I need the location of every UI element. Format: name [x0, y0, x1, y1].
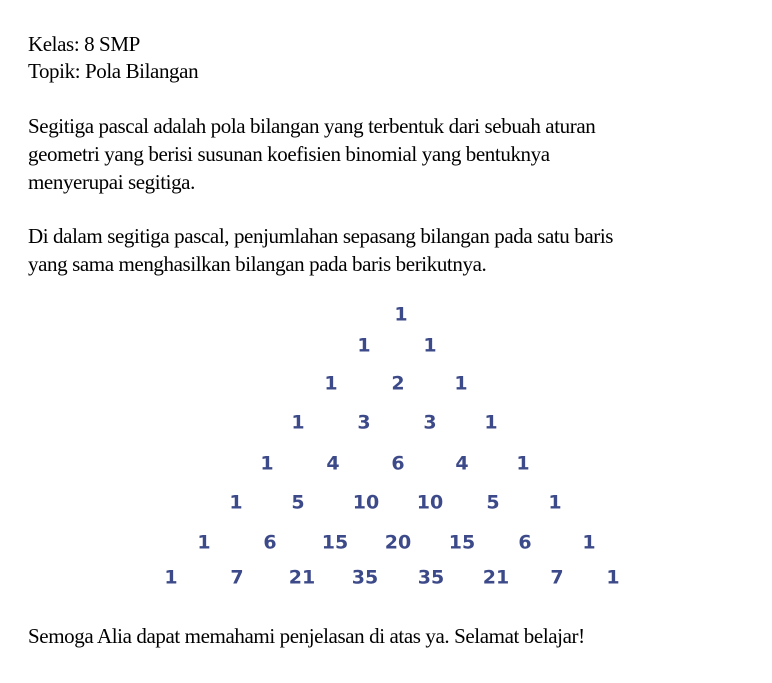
topic-label: Topik: Pola Bilangan — [28, 59, 199, 83]
pascal-cell: 7 — [550, 566, 564, 589]
pascal-cell: 7 — [230, 566, 244, 589]
pascal-cell: 10 — [416, 491, 444, 514]
closing-text: Semoga Alia dapat memahami penjelasan di atas ya. Selamat belajar! — [28, 624, 585, 648]
pascal-cell: 1 — [454, 372, 468, 395]
paragraph-2-line-2: yang sama menghasilkan bilangan pada baris berikutnya. — [28, 252, 487, 276]
pascal-cell: 10 — [352, 491, 380, 514]
pascal-cell: 1 — [260, 452, 274, 475]
pascal-cell: 1 — [582, 531, 596, 554]
pascal-cell: 6 — [518, 531, 532, 554]
paragraph-1-line-2: geometri yang berisi susunan koefisien binomial yang bentuknya — [28, 142, 550, 166]
pascal-cell: 1 — [516, 452, 530, 475]
class-label: Kelas: 8 SMP — [28, 32, 140, 56]
pascal-cell: 6 — [263, 531, 277, 554]
pascal-cell: 21 — [482, 566, 510, 589]
pascal-cell: 15 — [448, 531, 476, 554]
pascal-cell: 2 — [391, 372, 405, 395]
pascal-cell: 3 — [357, 411, 371, 434]
pascal-cell: 20 — [384, 531, 412, 554]
pascal-cell: 1 — [164, 566, 178, 589]
pascal-cell: 1 — [484, 411, 498, 434]
pascal-cell: 1 — [291, 411, 305, 434]
pascal-cell: 4 — [326, 452, 340, 475]
pascal-cell: 15 — [321, 531, 349, 554]
pascal-cell: 1 — [394, 303, 408, 326]
pascal-cell: 5 — [486, 491, 500, 514]
paragraph-1-line-3: menyerupai segitiga. — [28, 170, 195, 194]
pascal-cell: 4 — [455, 452, 469, 475]
paragraph-2-line-1: Di dalam segitiga pascal, penjumlahan sepasang bilangan pada satu baris — [28, 224, 614, 248]
pascal-cell: 35 — [417, 566, 445, 589]
pascal-cell: 5 — [291, 491, 305, 514]
pascal-cell: 35 — [351, 566, 379, 589]
paragraph-1-line-1: Segitiga pascal adalah pola bilangan yang terbentuk dari sebuah aturan — [28, 114, 596, 138]
pascal-cell: 1 — [357, 334, 371, 357]
pascal-cell: 6 — [391, 452, 405, 475]
pascal-cell: 1 — [229, 491, 243, 514]
pascal-cell: 1 — [423, 334, 437, 357]
pascal-cell: 1 — [548, 491, 562, 514]
pascal-cell: 1 — [606, 566, 620, 589]
pascal-cell: 21 — [288, 566, 316, 589]
pascal-cell: 1 — [324, 372, 338, 395]
pascal-cell: 3 — [423, 411, 437, 434]
pascal-cell: 1 — [197, 531, 211, 554]
